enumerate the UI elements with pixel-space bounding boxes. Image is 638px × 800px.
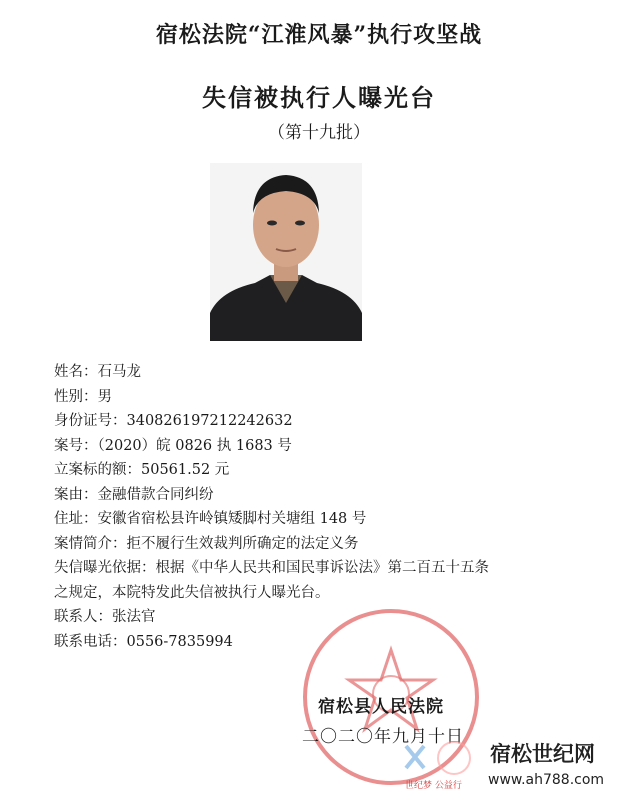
field-value: 340826197212242632 [126,413,293,429]
issue-date: 二〇二〇年九月十日 [302,727,464,747]
field-value: 石马龙 [97,364,141,380]
notice-subtitle: 失信被执行人曝光台 [202,83,436,112]
field-value: 拒不履行生效裁判所确定的法定义务 [126,535,359,552]
person-photo [210,163,362,341]
field-label: 案情简介： [54,535,127,552]
field-value: 安徽省宿松县许岭镇矮脚村关塘组 148 号 [97,511,367,527]
person-silhouette-icon [210,163,362,341]
field-value: 之规定，本院特发此失信被执行人曝光台。 [54,584,330,601]
issuing-court: 宿松县人民法院 [318,697,444,717]
field-value: 金融借款合同纠纷 [97,486,214,503]
field-label: 联系人： [54,609,112,625]
field-address [54,507,614,532]
site-slogan: 世纪梦 公益行 [405,781,462,791]
field-value: 张法官 [112,609,156,625]
field-value: 男 [97,388,112,405]
site-url: www.ah788.com [488,772,605,788]
field-value: （2020）皖 0826 执 1683 号 [97,437,292,454]
field-value: 0556-7835994 [126,633,233,650]
field-label: 住址： [54,511,98,527]
field-basis [54,556,614,581]
field-label: 联系电话： [54,633,127,650]
field-gender [54,385,614,410]
notice-title: 宿松法院“江淮风暴”执行攻坚战 [155,22,483,48]
batch-number: （第十九批） [268,123,370,143]
field-label: 案由： [54,486,98,503]
site-name: 宿松世纪网 [490,742,595,766]
field-value: 根据《中华人民共和国民事诉讼法》第二百五十五条 [155,560,489,576]
field-label: 身份证号： [54,413,127,429]
field-label: 失信曝光依据： [54,560,156,576]
field-label: 性别： [54,388,98,405]
field-name [54,360,614,385]
field-amount [54,458,614,483]
field-label: 立案标的额： [54,462,141,478]
field-summary [54,532,614,557]
field-id-number [54,409,614,434]
field-cause [54,483,614,508]
field-value: 50561.52 元 [141,462,230,478]
field-label: 案号： [54,437,98,454]
field-label: 姓名： [54,364,98,380]
field-case-number [54,434,614,459]
